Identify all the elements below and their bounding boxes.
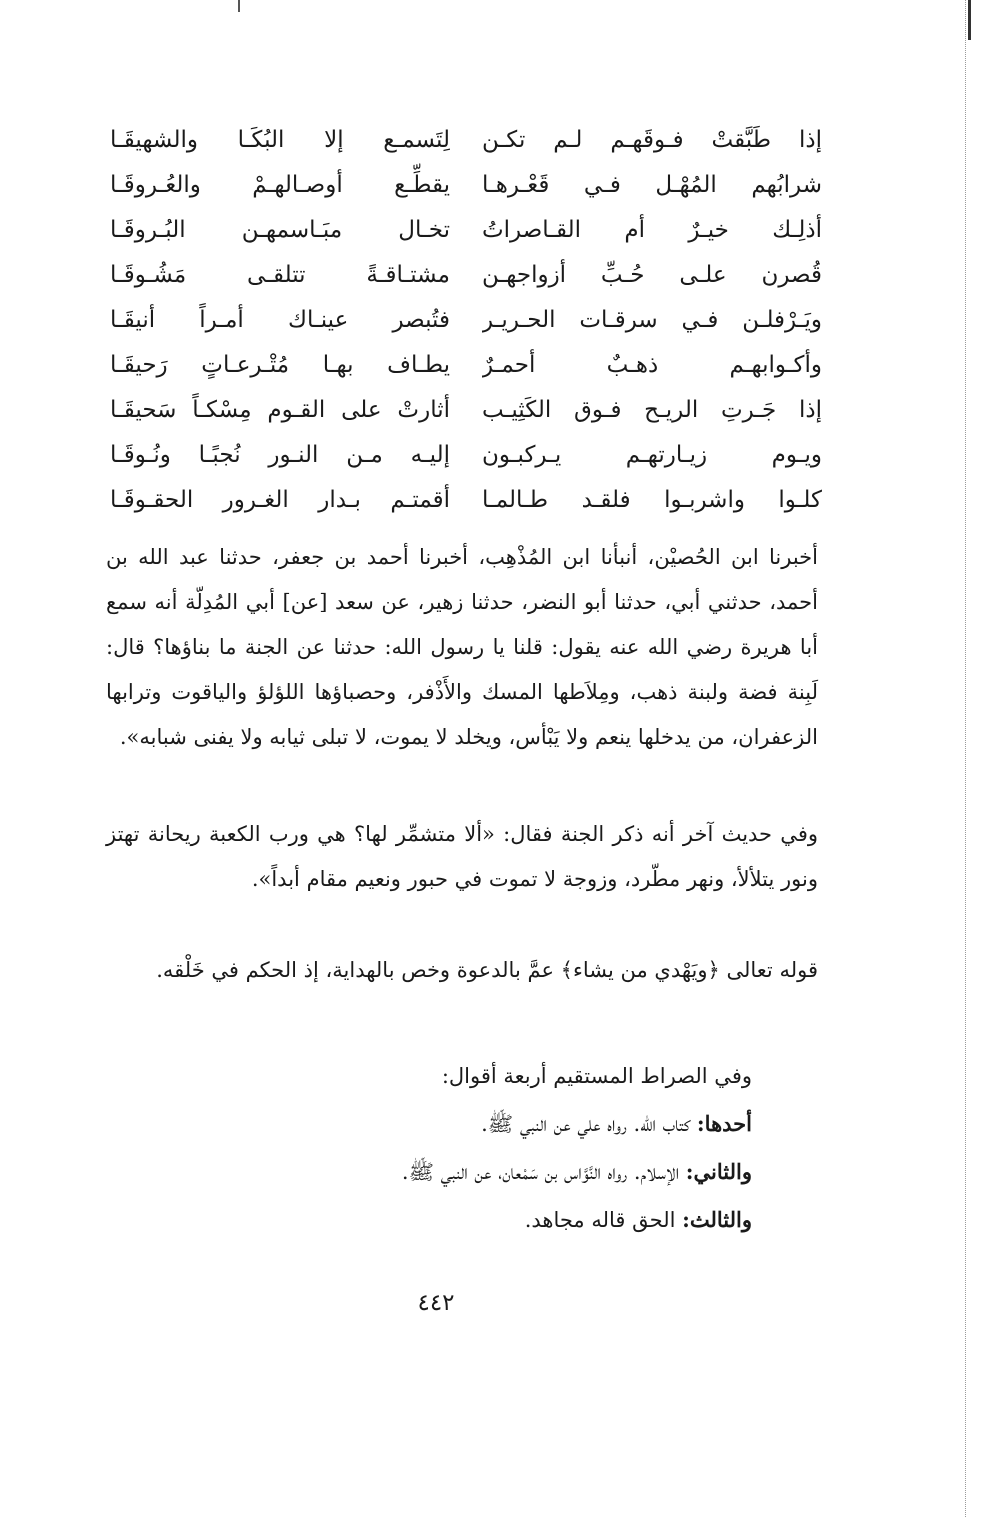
verse-first-hemistich: وأكـوابهـم ذهـبٌ أحمـرٌ (482, 352, 822, 378)
list-item-text: كتاب الله. رواه علي عن النبي ﷺ. (481, 1112, 697, 1136)
poem-verse (110, 388, 822, 433)
verse-first-hemistich: قُصرن علـى حُـبِّ أزواجهـن (482, 262, 822, 288)
verse-second-hemistich: تخـال مبَـاسمهـن البُـروقَـا (110, 217, 450, 243)
poem-verse (110, 478, 822, 523)
verse-second-hemistich: لِتَسمـع إلا البُكَـا والشهيقَـا (110, 127, 450, 153)
list-item (106, 1148, 818, 1196)
verse-second-hemistich: فتُبصر عينـاك أمـراً أنيقَـا (110, 307, 450, 333)
verse-first-hemistich: ويَـرْفلـن فـي سرقـات الحـريـر (482, 307, 822, 333)
verse-second-hemistich: يقطِّـع أوصـالهـمْ والعُـروقَـا (110, 172, 450, 198)
poem (110, 118, 822, 523)
hadith-paragraph (106, 535, 818, 760)
paragraph-text: قوله تعالى ﴿ويَهْدي من يشاء﴾ عمَّ بالدعوة وخص بالهداية، إذ الحكم في خَلْقه. (156, 958, 818, 982)
scan-mark (238, 0, 240, 12)
poem-verse (110, 163, 822, 208)
verse-second-hemistich: أقمتـم بـدار الغـرور الحقـوقَـا (110, 487, 450, 513)
verse-first-hemistich: شرابُهم المُهْـل فـي قَعْـرهـا (482, 172, 822, 198)
list-item-label: أحدها: (696, 1111, 752, 1136)
verse-second-hemistich: مشتـاقـةً تتلقـى مَشُـوقَـا (110, 262, 450, 288)
list-item-label: والثاني: (685, 1159, 752, 1184)
page-number: ٤٤٢ (417, 1290, 455, 1316)
poem-verse (110, 118, 822, 163)
list-item (106, 1196, 818, 1244)
scan-edge-mark (968, 0, 971, 40)
poem-verse (110, 208, 822, 253)
verse-second-hemistich: أثارتْ على القـوم مِسْكـاً سَحيقَـا (110, 397, 450, 423)
verse-first-hemistich: إذا جَـرتِ الريـح فـوق الكَثِيـب (482, 397, 822, 423)
verse-first-hemistich: إذا طَبَّقتْ فـوقَهـم لـم تكـن (482, 127, 822, 153)
list-item-label: والثالث: (682, 1207, 752, 1232)
paragraph-text: أخبرنا ابن الحُصيْن، أنبأنا ابن المُذْهِب، أخبرنا أحمد بن جعفر، حدثنا عبد الله بن أحمد، حدثني أبي، حدثنا أبو النضر، حدثنا زهير، عن سعد [عن] أبي المُدِلّة أنه سمع أبا هريرة رضي الله عنه يقول: قلنا يا رسول الله: حدثنا عن الجنة ما بناؤها؟ قال: لَبِنة فضة ولبنة ذهب، ومِلاَطها المسك والأَذْفر، وحصباؤها اللؤلؤ والياقوت وترابها الزعفران، من يدخلها ينعم ولا يَبْأس، ويخلد لا يموت، لا تبلى ثيابه ولا يفنى شبابه». (106, 545, 818, 749)
list-item-text: الإسلام. رواه النَّوَّاس بن سَمْعان، عن النبي ﷺ. (401, 1160, 686, 1184)
list-item (106, 1100, 818, 1148)
hadith-paragraph-2 (106, 812, 818, 902)
paragraph-text: وفي حديث آخر أنه ذكر الجنة فقال: «ألا متشمِّر لها؟ هي ورب الكعبة ريحانة تهتز ونور يتلألأ، ونهر مطّرد، وزوجة لا تموت في حبور ونعيم مقام أبداً». (106, 822, 818, 891)
poem-verse (110, 298, 822, 343)
verse-second-hemistich: يطـاف بهـا مُتْـرعـاتٍ رَحيقَـا (110, 352, 450, 378)
verse-first-hemistich: كلـوا واشربـوا فلقـد طـالمـا (482, 487, 822, 513)
list-intro: وفي الصراط المستقيم أربعة أقوال: (441, 1064, 752, 1088)
poem-verse (110, 343, 822, 388)
quran-commentary-paragraph (106, 948, 818, 993)
page-edge-rule (965, 0, 966, 1517)
sayings-list (106, 1052, 818, 1244)
poem-verse (110, 253, 822, 298)
poem-verse (110, 433, 822, 478)
list-item-text: الحق قاله مجاهد. (524, 1208, 683, 1232)
verse-first-hemistich: أذلِـك خيـرٌ أم القـاصراتُ (482, 217, 822, 243)
verse-first-hemistich: ويـوم زيـارتهـم يـركبـون (482, 442, 822, 468)
verse-second-hemistich: إليـه مـن النـور نُجبًـا ونُـوقَـا (110, 442, 450, 468)
